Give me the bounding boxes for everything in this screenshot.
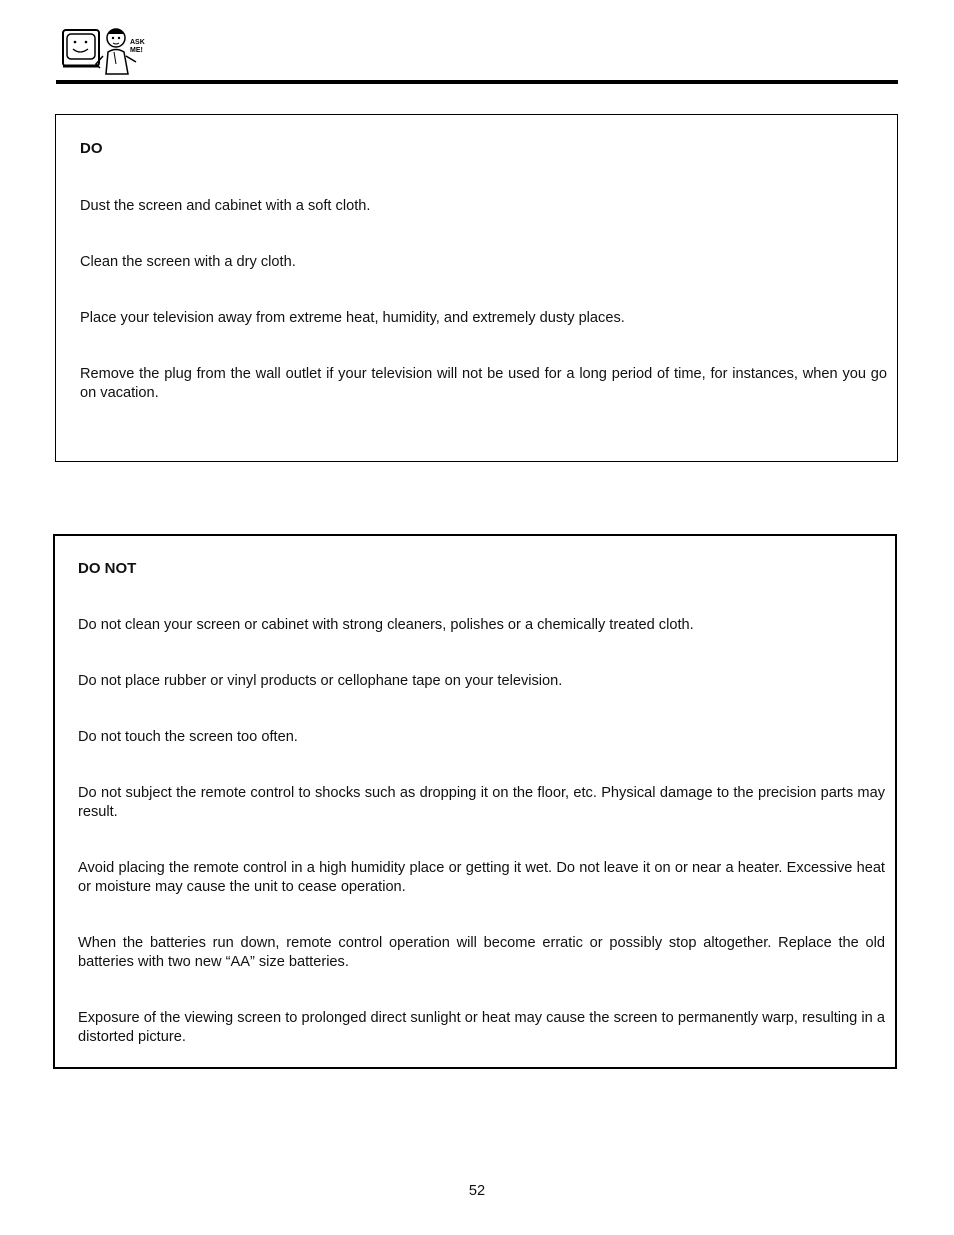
do-section [55, 114, 898, 462]
ask-me-logo [58, 20, 148, 80]
do-not-section-title: DO NOT [78, 560, 137, 577]
do-not-item: Do not clean your screen or cabinet with strong cleaners, polishes or a chemically treated cloth. [78, 617, 694, 633]
logo-text-me: ME! [130, 47, 143, 54]
do-not-section [53, 534, 897, 1069]
do-item: Place your television away from extreme heat, humidity, and extremely dusty places. [80, 310, 625, 326]
logo-text-ask: ASK [130, 39, 145, 46]
do-not-item: When the batteries run down, remote control operation will become erratic or possibly stop altogether. Replace the old batteries with two new “AA” size batteries. [78, 935, 885, 970]
header-rule [56, 80, 898, 84]
do-not-item: Do not subject the remote control to shocks such as dropping it on the floor, etc. Physical damage to the precision parts may result. [78, 785, 885, 820]
do-item: Dust the screen and cabinet with a soft cloth. [80, 198, 371, 214]
do-not-item: Exposure of the viewing screen to prolonged direct sunlight or heat may cause the screen to permanently warp, resulting in a distorted picture. [78, 1010, 885, 1045]
do-not-item: Do not place rubber or vinyl products or cellophane tape on your television. [78, 673, 563, 689]
page-number: 52 [468, 1183, 486, 1199]
do-not-item: Do not touch the screen too often. [78, 729, 298, 745]
do-section-title: DO [80, 140, 103, 157]
do-item: Remove the plug from the wall outlet if your television will not be used for a long period of time, for instances, when you go on vacation. [80, 366, 887, 401]
do-item: Clean the screen with a dry cloth. [80, 254, 296, 270]
tv-mascot-icon [58, 20, 148, 80]
do-not-item: Avoid placing the remote control in a high humidity place or getting it wet. Do not leave it on or near a heater. Excessive heat or moisture may cause the unit to cease operation. [78, 860, 885, 895]
